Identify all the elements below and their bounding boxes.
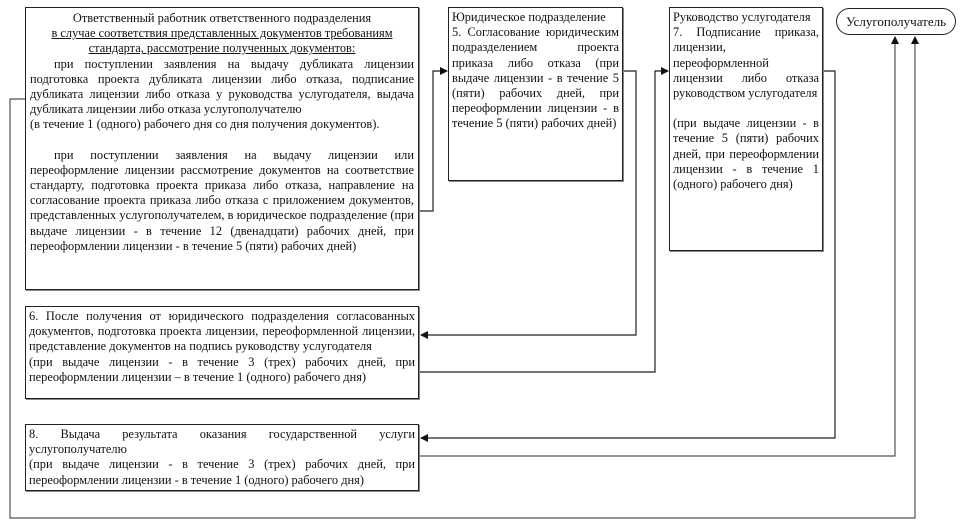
box1-title: Ответственный работник ответственного подразделения	[72, 11, 372, 25]
step-box-6-prepare-license	[25, 306, 419, 399]
box2-text: 5. Согласование юридическим подразделением проекта приказа либо отказа (при выдаче лицензии - в течение 5 (пяти) рабочих дней, при переоформлении лицензии - в течение 5 (пяти) рабочих дней)	[452, 25, 619, 131]
box8-text: 8. Выдача результата оказания государственной услуги услугополучателю	[29, 427, 415, 457]
box3-text: 7. Подписание приказа, лицензии, переоформленной лицензии либо отказа руководством услугодателя	[673, 25, 819, 101]
connector-box1-to-box2	[419, 71, 447, 211]
step-box-8-issue-result	[25, 424, 419, 491]
box1-paragraph1: при поступлении заявления на выдачу дубликата лицензии подготовка проекта дубликата лицензии либо отказа, подписание дубликата лицензии либо отказа у руководства услугодателя, выдача дубликата лицензии либо отказа услугополучателю	[30, 56, 414, 117]
box6-term: (при выдаче лицензии - в течение 3 (трех) рабочих дней, при переоформлении лицензии – в течение 1 (одного) рабочего дня)	[29, 354, 415, 384]
step-box-legal-department	[448, 7, 623, 181]
box3-term: (при выдаче лицензии - в течение 5 (пяти) рабочих дней, при переоформлении лицензии - в течение 1 (одного) рабочего дня)	[673, 116, 819, 192]
step-box-responsible-employee	[25, 7, 419, 290]
box1-condition: в случае соответствия представленных документов требованиям стандарта, рассмотрение полученных документов:	[51, 26, 393, 56]
box3-title: Руководство услугодателя	[673, 10, 811, 24]
service-recipient-node: Услугополучатель	[836, 8, 956, 35]
step-box-management	[669, 7, 823, 251]
box1-paragraph2: при поступлении заявления на выдачу лицензии или переоформление лицензии рассмотрение документов на соответствие стандарту, подготовка проекта приказа либо отказа, направление на согласование проекта приказа либо отказа с приложением документов, представленных услугополучателем, в юридическое подразделение (при выдаче лицензии - в течение 12 (двенадцати) рабочих дней, при переоформлении лицензии - в течение 5 (пяти) рабочих дней)	[30, 147, 414, 253]
box1-paragraph1-term: (в течение 1 (одного) рабочего дня со дня получения документов).	[30, 117, 380, 132]
box8-term: (при выдаче лицензии - в течение 3 (трех) рабочих дней, при переоформлении лицензии - в течение 1 (одного) рабочего дня)	[29, 457, 415, 487]
box2-title: Юридическое подразделение	[452, 10, 606, 24]
box6-text: 6. После получения от юридического подразделения согласованных документов, подготовка проекта лицензии, переоформленной лицензии, представление документов на подпись руководству услугодателя	[29, 309, 415, 354]
